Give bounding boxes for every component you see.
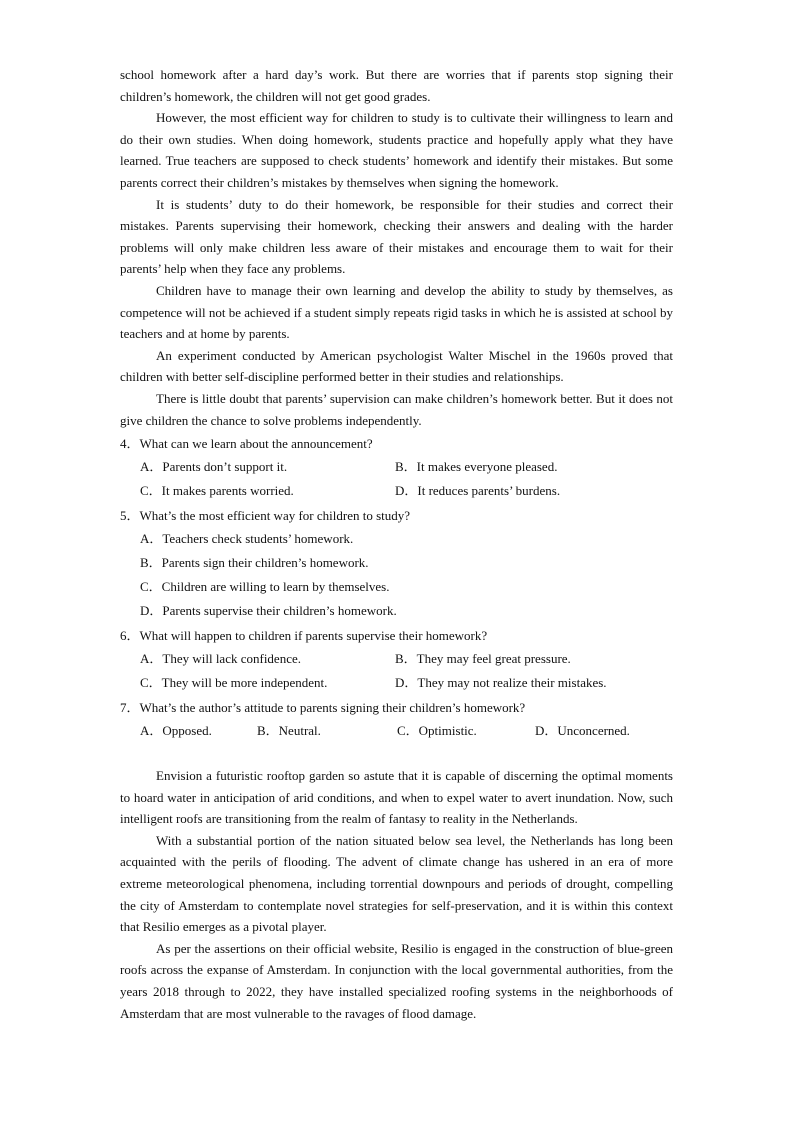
- option-c: C．It makes parents worried.: [140, 483, 294, 499]
- section-gap: [120, 743, 673, 765]
- question-4: [120, 433, 673, 503]
- passage1-paragraph-1: school homework after a hard day’s work. But there are worries that if parents stop signing their children’s homework, the children will not get good grades.: [120, 67, 673, 104]
- option-a: A．Opposed.: [140, 723, 212, 739]
- option-a: A．They will lack confidence.: [140, 651, 301, 667]
- option-d: D．They may not realize their mistakes.: [395, 675, 607, 691]
- question-5: [120, 505, 673, 623]
- passage2-paragraph-1: Envision a futuristic rooftop garden so astute that it is capable of discerning the optimal moments to hoard water in anticipation of arid conditions, and when to expel water to avert inundation. Now, such intelligent roofs are transitioning from the realm of fantasy to reality in the Netherlands.: [120, 768, 673, 827]
- option-b: B．Neutral.: [257, 723, 321, 739]
- passage1-paragraph-5: An experiment conducted by American psychologist Walter Mischel in the 1960s proved that children with better self-discipline performed better in their studies and relationships.: [120, 347, 673, 385]
- option-b: B．It makes everyone pleased.: [395, 459, 558, 475]
- question-7: [120, 697, 673, 743]
- option-d: D．It reduces parents’ burdens.: [395, 483, 561, 499]
- option-d: D．Parents supervise their children’s homework.: [140, 603, 397, 619]
- option-c: C．Children are willing to learn by themselves.: [140, 579, 390, 595]
- option-b: B．Parents sign their children’s homework.: [140, 555, 369, 571]
- option-b: B．They may feel great pressure.: [395, 651, 571, 667]
- question-options: [120, 455, 673, 503]
- question-6: [120, 625, 673, 695]
- question-stem: 4．What can we learn about the announcement?: [120, 436, 373, 452]
- question-options: [120, 527, 673, 623]
- passage2-paragraph-2: With a substantial portion of the nation situated below sea level, the Netherlands has long been acquainted with the perils of flooding. The advent of climate change has ushered in an era of more extreme meteorological phenomena, including torrential downpours and periods of drought, compelling the city of Amsterdam to contemplate novel strategies for self-preservation, and it is within this context that Resilio emerges as a pivotal player.: [120, 832, 673, 935]
- option-c: C．They will be more independent.: [140, 675, 328, 691]
- passage1-paragraph-4: Children have to manage their own learning and develop the ability to study by themselves, as competence will not be achieved if a student simply repeats rigid tasks in which he is assisted at school by teachers and at home by parents.: [120, 282, 673, 342]
- question-stem: 7．What’s the author’s attitude to parents signing their children’s homework?: [120, 700, 526, 716]
- passage1-paragraph-2: However, the most efficient way for children to study is to cultivate their willingness to learn and do their own studies. When doing homework, students practice and hopefully apply what they have learned. True teachers are supposed to check students’ homework and identify their mistakes. But some parents correct their children’s mistakes by themselves when signing the homework.: [120, 110, 673, 190]
- document-page: [120, 64, 673, 1024]
- option-c: C．Optimistic.: [397, 723, 477, 739]
- question-stem: 5．What’s the most efficient way for children to study?: [120, 508, 411, 524]
- question-stem: 6．What will happen to children if parents supervise their homework?: [120, 628, 488, 644]
- passage1-paragraph-6: There is little doubt that parents’ supervision can make children’s homework better. But it does not give children the chance to solve problems independently.: [120, 390, 673, 428]
- option-d: D．Unconcerned.: [535, 723, 630, 739]
- question-options: [120, 719, 673, 743]
- option-a: A．Teachers check students’ homework.: [140, 531, 354, 547]
- option-a: A．Parents don’t support it.: [140, 459, 288, 475]
- passage1-paragraph-3: It is students’ duty to do their homework, be responsible for their studies and correct their mistakes. Parents supervising their homework, checking their answers and dealing with the harder problems will only make children less aware of their mistakes and encourage them to wait for their parents’ help when they face any problems.: [120, 196, 673, 277]
- question-options: [120, 647, 673, 695]
- passage2-paragraph-3: As per the assertions on their official website, Resilio is engaged in the construction of blue-green roofs across the expanse of Amsterdam. In conjunction with the local governmental authorities, from the years 2018 through to 2022, they have installed specialized roofing systems in the neighborhoods of Amsterdam that are most vulnerable to the ravages of flood damage.: [120, 940, 673, 1021]
